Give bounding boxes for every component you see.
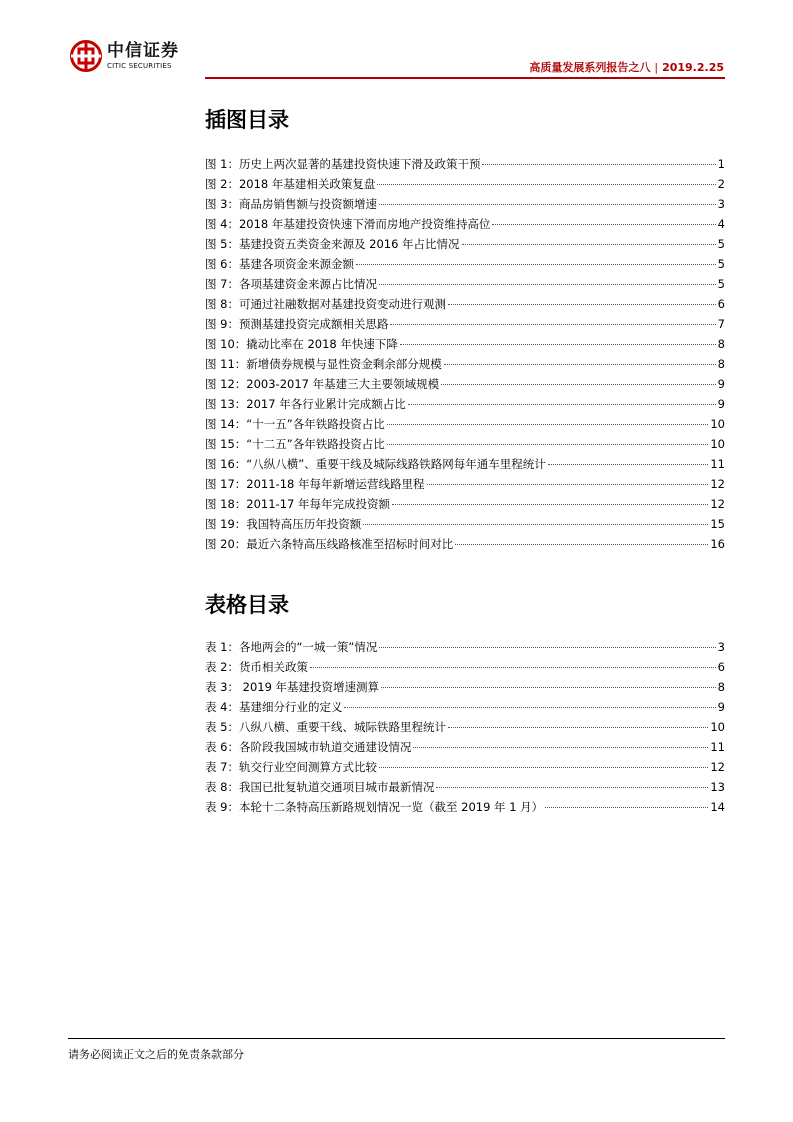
table-toc-entry[interactable] <box>205 639 725 659</box>
toc-entry-label[interactable]: 图 2：2018 年基建相关政策复盘 <box>205 177 376 191</box>
toc-entry-page[interactable]: 7 <box>717 317 725 331</box>
toc-dot-leader <box>455 544 708 545</box>
toc-entry-label[interactable]: 图 4：2018 年基建投资快速下滑而房地产投资维持高位 <box>205 217 491 231</box>
toc-dot-leader <box>448 727 708 728</box>
toc-entry-label[interactable]: 图 10：撬动比率在 2018 年快速下降 <box>205 337 398 351</box>
logo-name-en: CITIC SECURITIES <box>107 61 172 70</box>
footer-disclaimer: 请务必阅读正文之后的免责条款部分 <box>68 1048 244 1061</box>
toc-entry-label[interactable]: 图 16：“八纵八横”、重要干线及城际线路铁路网每年通车里程统计 <box>205 457 546 471</box>
toc-dot-leader <box>482 164 715 165</box>
toc-entry-label[interactable]: 表 2：货币相关政策 <box>205 660 308 674</box>
toc-entry-page[interactable]: 13 <box>710 780 725 794</box>
table-toc-entry[interactable] <box>205 779 725 799</box>
figure-toc-entry[interactable] <box>205 476 725 496</box>
toc-dot-leader <box>379 284 716 285</box>
toc-entry-page[interactable]: 1 <box>717 157 725 171</box>
toc-entry-page[interactable]: 2 <box>717 177 725 191</box>
toc-dot-leader <box>363 524 708 525</box>
figure-toc-entry[interactable] <box>205 456 725 476</box>
toc-entry-label[interactable]: 图 20：最近六条特高压线路核准至招标时间对比 <box>205 537 454 551</box>
toc-entry-label[interactable]: 表 5：八纵八横、重要干线、城际铁路里程统计 <box>205 720 446 734</box>
tables-toc-title: 表格目录 <box>205 593 289 617</box>
toc-entry-page[interactable]: 5 <box>717 237 725 251</box>
toc-entry-label[interactable]: 表 1：各地两会的“一城一策”情况 <box>205 640 378 654</box>
toc-dot-leader <box>448 304 716 305</box>
toc-entry-page[interactable]: 9 <box>717 377 725 391</box>
toc-entry-page[interactable]: 12 <box>710 760 725 774</box>
toc-entry-page[interactable]: 10 <box>710 437 725 451</box>
toc-entry-label[interactable]: 表 9：本轮十二条特高压新路规划情况一览（截至 2019 年 1 月） <box>205 800 544 814</box>
toc-dot-leader <box>492 224 715 225</box>
figure-toc-entry[interactable] <box>205 396 725 416</box>
table-toc-entry[interactable] <box>205 719 725 739</box>
figure-toc-entry[interactable] <box>205 196 725 216</box>
toc-dot-leader <box>408 404 716 405</box>
toc-entry-label[interactable]: 图 17：2011-18 年每年新增运营线路里程 <box>205 477 425 491</box>
toc-entry-label[interactable]: 图 13：2017 年各行业累计完成额占比 <box>205 397 406 411</box>
toc-dot-leader <box>427 484 709 485</box>
figure-toc-entry[interactable] <box>205 276 725 296</box>
table-toc-entry[interactable] <box>205 759 725 779</box>
toc-dot-leader <box>390 324 715 325</box>
figure-toc-entry[interactable] <box>205 436 725 456</box>
toc-entry-label[interactable]: 表 6：各阶段我国城市轨道交通建设情况 <box>205 740 412 754</box>
report-date: 2019.2.25 <box>662 61 724 74</box>
toc-dot-leader <box>310 667 716 668</box>
toc-entry-label[interactable]: 图 7：各项基建资金来源占比情况 <box>205 277 377 291</box>
figure-toc-entry[interactable] <box>205 156 725 176</box>
toc-dot-leader <box>387 444 709 445</box>
toc-dot-leader <box>545 807 708 808</box>
toc-dot-leader <box>387 424 709 425</box>
toc-dot-leader <box>462 244 716 245</box>
footer-divider <box>68 1038 725 1039</box>
toc-dot-leader <box>392 504 708 505</box>
toc-entry-label[interactable]: 表 8：我国已批复轨道交通项目城市最新情况 <box>205 780 435 794</box>
toc-entry-page[interactable]: 5 <box>717 277 725 291</box>
toc-entry-page[interactable]: 9 <box>717 397 725 411</box>
figure-toc-entry[interactable] <box>205 296 725 316</box>
toc-entry-label[interactable]: 表 4：基建细分行业的定义 <box>205 700 343 714</box>
toc-entry-label[interactable]: 图 5：基建投资五类资金来源及 2016 年占比情况 <box>205 237 460 251</box>
figures-toc-list <box>205 156 725 556</box>
table-toc-entry[interactable] <box>205 699 725 719</box>
table-toc-entry[interactable] <box>205 659 725 679</box>
toc-entry-page[interactable]: 6 <box>717 297 725 311</box>
toc-dot-leader <box>379 647 715 648</box>
toc-entry-page[interactable]: 11 <box>710 740 725 754</box>
figure-toc-entry[interactable] <box>205 336 725 356</box>
figure-toc-entry[interactable] <box>205 236 725 256</box>
toc-entry-page[interactable]: 4 <box>717 217 725 231</box>
toc-entry-label[interactable]: 表 3： 2019 年基建投资增速测算 <box>205 680 380 694</box>
toc-entry-page[interactable]: 8 <box>717 680 725 694</box>
report-series: 高质量发展系列报告之八 <box>529 61 651 74</box>
toc-entry-page[interactable]: 12 <box>710 497 725 511</box>
toc-entry-label[interactable]: 图 19：我国特高压历年投资额 <box>205 517 362 531</box>
table-toc-entry[interactable] <box>205 739 725 759</box>
toc-entry-page[interactable]: 8 <box>717 357 725 371</box>
figure-toc-entry[interactable] <box>205 416 725 436</box>
toc-entry-label[interactable]: 图 14：“十一五”各年铁路投资占比 <box>205 417 385 431</box>
toc-entry-label[interactable]: 图 1：历史上两次显著的基建投资快速下滑及政策干预 <box>205 157 481 171</box>
figure-toc-entry[interactable] <box>205 516 725 536</box>
toc-entry-page[interactable]: 11 <box>710 457 725 471</box>
figure-toc-entry[interactable] <box>205 256 725 276</box>
toc-dot-leader <box>356 264 716 265</box>
figure-toc-entry[interactable] <box>205 356 725 376</box>
toc-entry-page[interactable]: 12 <box>710 477 725 491</box>
toc-dot-leader <box>379 767 708 768</box>
toc-dot-leader <box>400 344 716 345</box>
toc-entry-page[interactable]: 3 <box>717 640 725 654</box>
figure-toc-entry[interactable] <box>205 316 725 336</box>
toc-entry-page[interactable]: 6 <box>717 660 725 674</box>
toc-dot-leader <box>436 787 708 788</box>
figures-toc-title: 插图目录 <box>205 108 289 132</box>
table-toc-entry[interactable] <box>205 679 725 699</box>
toc-dot-leader <box>379 204 716 205</box>
toc-dot-leader <box>344 707 715 708</box>
toc-entry-label[interactable]: 图 8：可通过社融数据对基建投资变动进行观测 <box>205 297 446 311</box>
citic-logo <box>70 40 179 72</box>
toc-entry-label[interactable]: 图 18：2011-17 年每年完成投资额 <box>205 497 390 511</box>
toc-dot-leader <box>548 464 709 465</box>
toc-dot-leader <box>377 184 715 185</box>
toc-entry-label[interactable]: 图 9：预测基建投资完成额相关思路 <box>205 317 389 331</box>
toc-entry-page[interactable]: 14 <box>710 800 725 814</box>
toc-dot-leader <box>444 364 716 365</box>
toc-entry-label[interactable]: 图 11：新增债券规模与显性资金剩余部分规模 <box>205 357 442 371</box>
toc-entry-page[interactable]: 8 <box>717 337 725 351</box>
toc-entry-page[interactable]: 3 <box>717 197 725 211</box>
header-separator: | <box>654 61 659 74</box>
toc-entry-label[interactable]: 图 12：2003-2017 年基建三大主要领域规模 <box>205 377 440 391</box>
toc-entry-page[interactable]: 10 <box>710 417 725 431</box>
logo-name-cn: 中信证券 <box>107 40 179 61</box>
toc-entry-label[interactable]: 图 15：“十二五”各年铁路投资占比 <box>205 437 385 451</box>
table-toc-entry[interactable] <box>205 799 725 819</box>
figure-toc-entry[interactable] <box>205 176 725 196</box>
figure-toc-entry[interactable] <box>205 536 725 556</box>
toc-dot-leader <box>381 687 716 688</box>
toc-entry-page[interactable]: 5 <box>717 257 725 271</box>
tables-toc-list <box>205 639 725 819</box>
toc-entry-label[interactable]: 表 7：轨交行业空间测算方式比较 <box>205 760 377 774</box>
toc-entry-page[interactable]: 16 <box>710 537 725 551</box>
toc-entry-page[interactable]: 15 <box>710 517 725 531</box>
figure-toc-entry[interactable] <box>205 376 725 396</box>
toc-entry-label[interactable]: 图 6：基建各项资金来源金额 <box>205 257 354 271</box>
citic-logo-icon <box>70 40 102 72</box>
figure-toc-entry[interactable] <box>205 496 725 516</box>
figure-toc-entry[interactable] <box>205 216 725 236</box>
toc-entry-page[interactable]: 9 <box>717 700 725 714</box>
report-header <box>529 59 724 75</box>
toc-dot-leader <box>413 747 708 748</box>
header-divider <box>205 77 725 79</box>
toc-dot-leader <box>441 384 716 385</box>
toc-entry-label[interactable]: 图 3：商品房销售额与投资额增速 <box>205 197 377 211</box>
toc-entry-page[interactable]: 10 <box>710 720 725 734</box>
